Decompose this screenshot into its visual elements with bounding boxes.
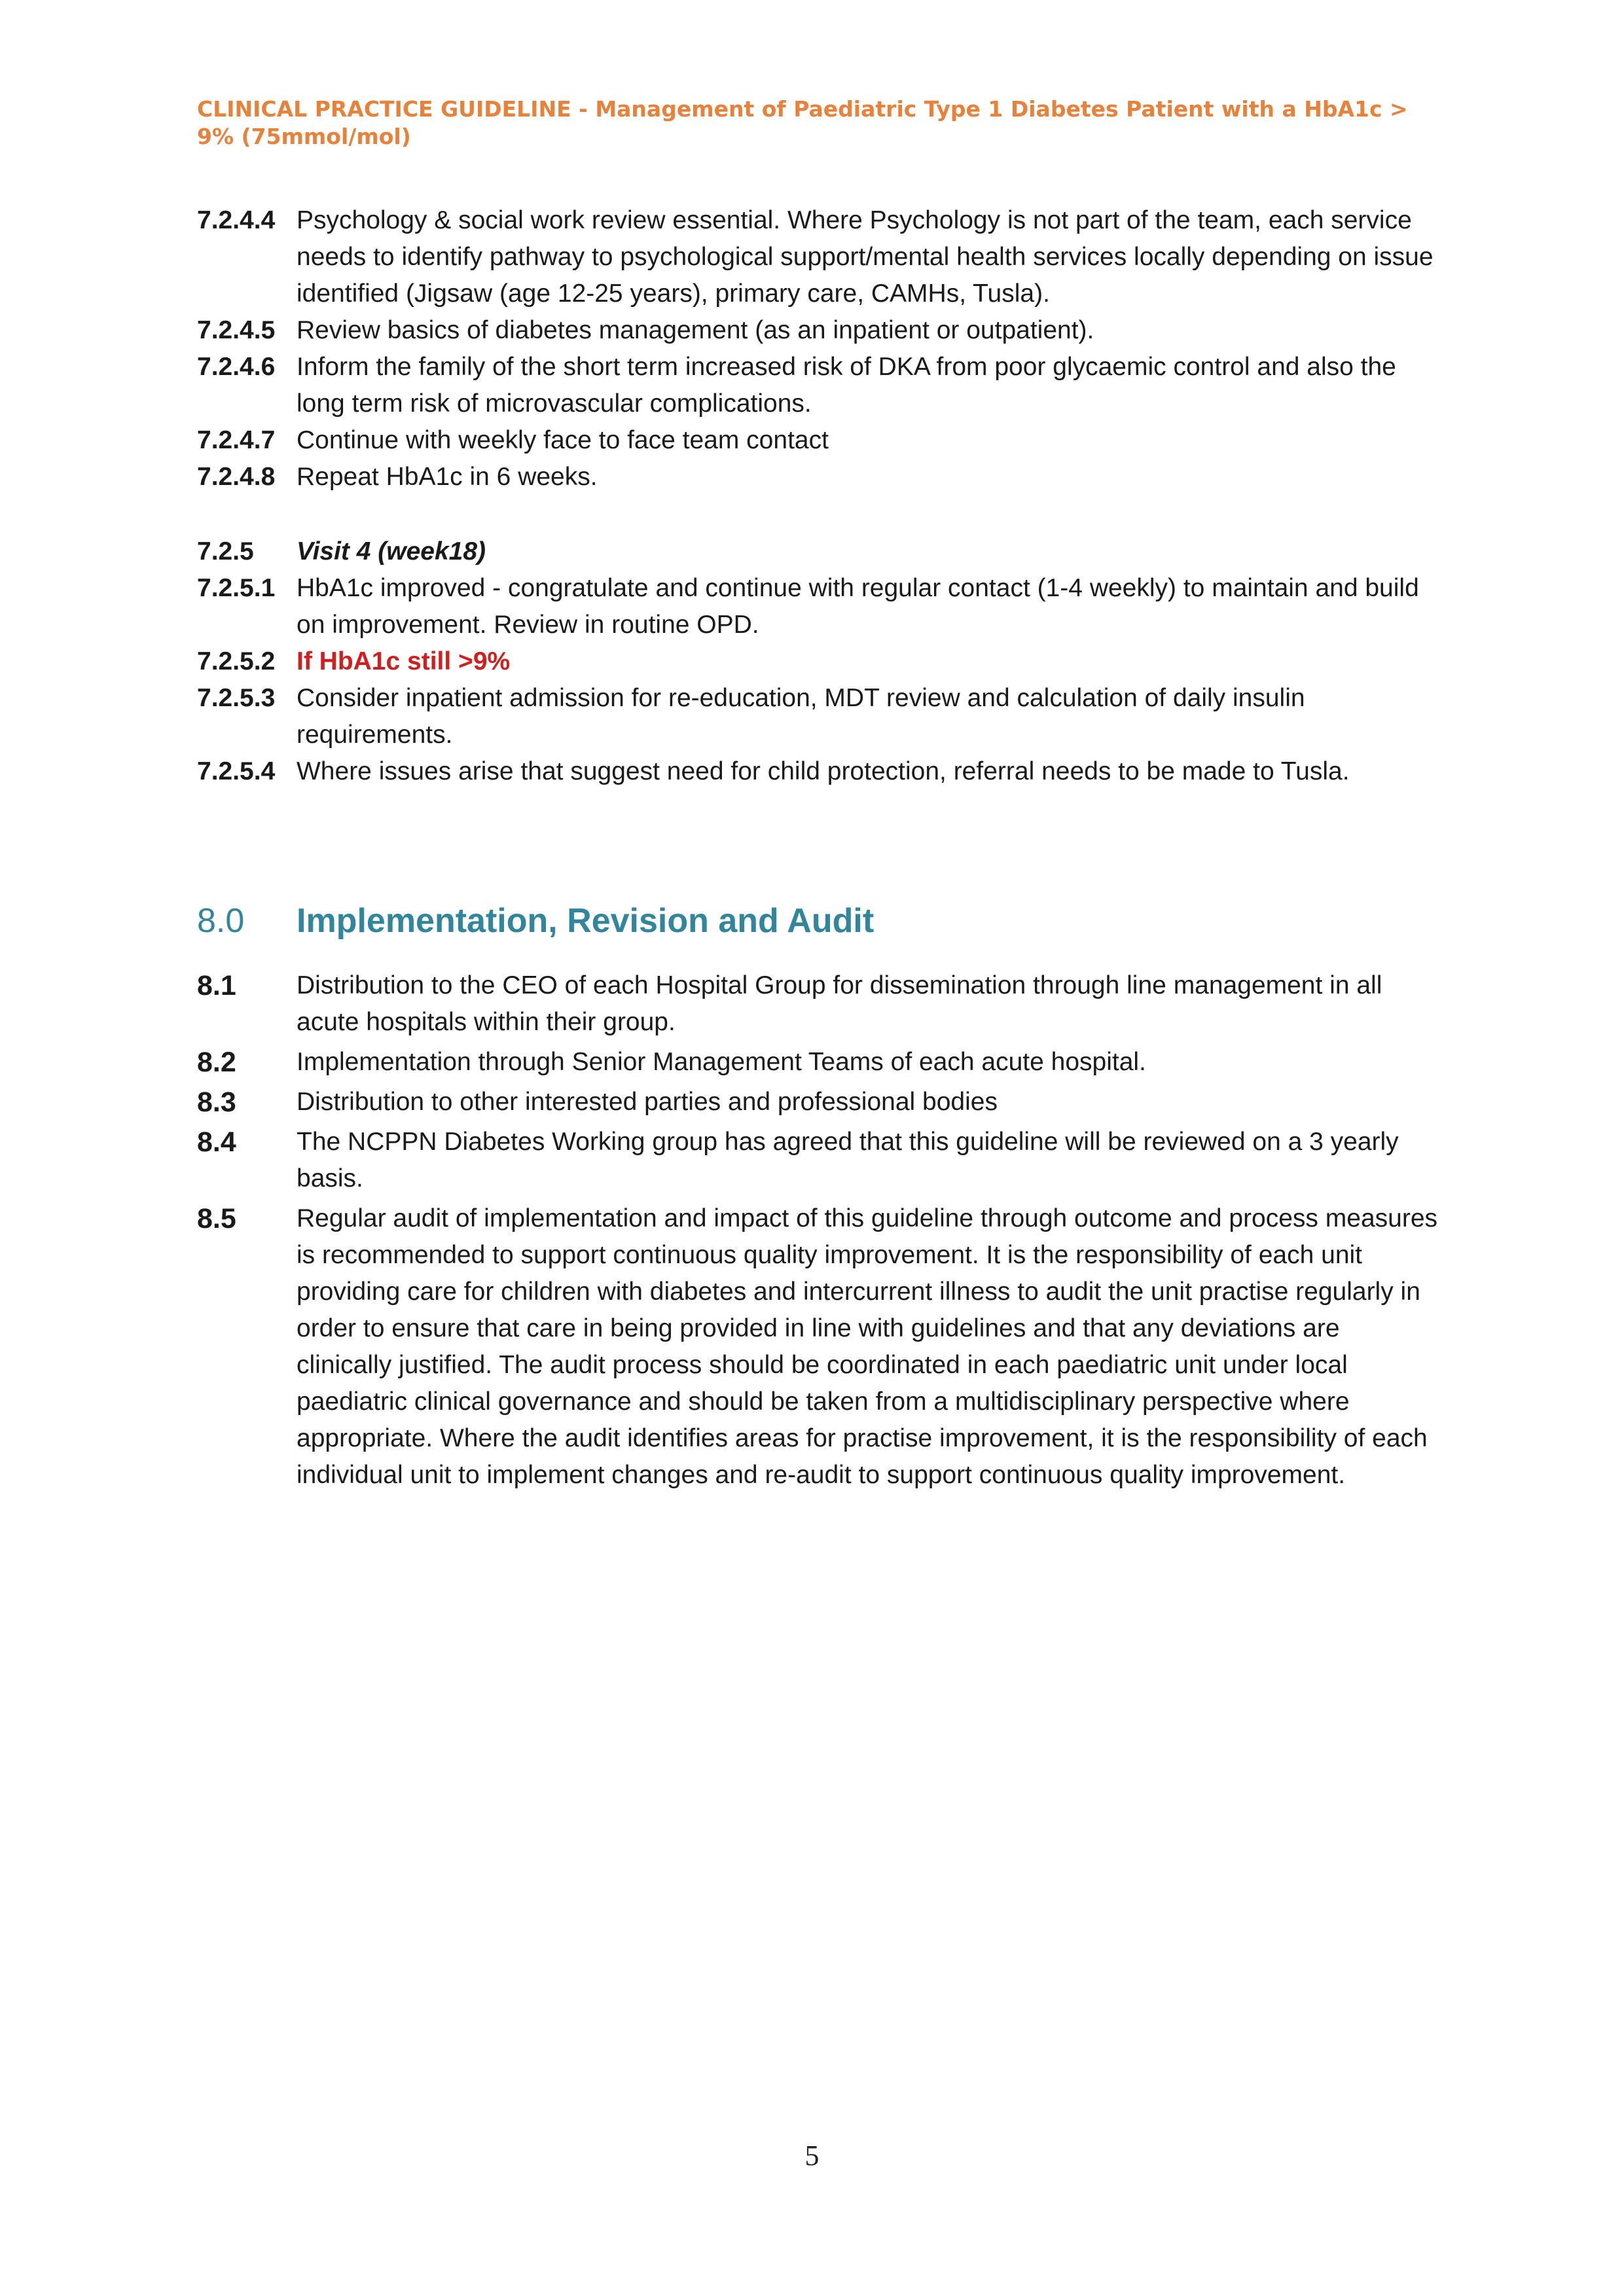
list-item bbox=[197, 570, 1441, 643]
section-number: 8.0 bbox=[197, 902, 245, 940]
list-item bbox=[197, 753, 1441, 790]
item-number: 8.3 bbox=[197, 1086, 236, 1118]
list-item bbox=[197, 1124, 1441, 1197]
list-item bbox=[197, 1044, 1441, 1081]
list-item bbox=[197, 202, 1441, 312]
subsection-title: Visit 4 (week18) bbox=[297, 537, 486, 565]
item-text: Distribution to the CEO of each Hospital Group for dissemination through line management in all acute hospitals within their group. bbox=[297, 971, 1382, 1036]
list-item bbox=[197, 422, 1441, 459]
item-number: 7.2.4.6 bbox=[197, 353, 276, 381]
item-number: 8.4 bbox=[197, 1126, 236, 1158]
page-header: CLINICAL PRACTICE GUIDELINE - Management of Paediatric Type 1 Diabetes Patient with a HbA1c > 9% (75mmol/mol) bbox=[197, 96, 1408, 149]
page-number: 5 bbox=[804, 2140, 820, 2172]
item-number: 8.5 bbox=[197, 1203, 236, 1234]
list-item bbox=[197, 312, 1441, 349]
item-number: 8.1 bbox=[197, 970, 236, 1001]
item-text: Repeat HbA1c in 6 weeks. bbox=[297, 463, 598, 491]
list-item bbox=[197, 1200, 1441, 1494]
list-item bbox=[197, 643, 1441, 680]
item-text-highlighted: If HbA1c still >9% bbox=[297, 647, 511, 675]
subsection-heading bbox=[197, 533, 1441, 570]
subsection-number: 7.2.5 bbox=[197, 537, 254, 565]
section-title: Implementation, Revision and Audit bbox=[297, 902, 875, 940]
item-number: 7.2.5.1 bbox=[197, 574, 276, 602]
item-number: 7.2.5.2 bbox=[197, 647, 276, 675]
item-number: 7.2.4.5 bbox=[197, 316, 276, 344]
list-item bbox=[197, 459, 1441, 495]
section-7-2-4-list bbox=[197, 202, 1441, 495]
item-text: Distribution to other interested parties and professional bodies bbox=[297, 1088, 998, 1116]
item-text: Review basics of diabetes management (as an inpatient or outpatient). bbox=[297, 316, 1094, 344]
section-8-list bbox=[197, 967, 1441, 1497]
item-text: The NCPPN Diabetes Working group has agreed that this guideline will be reviewed on a 3 yearly basis. bbox=[297, 1128, 1399, 1193]
item-text: Continue with weekly face to face team contact bbox=[297, 426, 829, 454]
item-text: Where issues arise that suggest need for child protection, referral needs to be made to Tusla. bbox=[297, 757, 1350, 785]
item-text: Consider inpatient admission for re-education, MDT review and calculation of daily insulin requirements. bbox=[297, 684, 1305, 749]
list-item bbox=[197, 349, 1441, 422]
item-text: HbA1c improved - congratulate and continue with regular contact (1-4 weekly) to maintain and build on improvement. Review in routine OPD. bbox=[297, 574, 1419, 639]
item-number: 7.2.4.7 bbox=[197, 426, 276, 454]
list-item bbox=[197, 680, 1441, 753]
item-number: 7.2.4.8 bbox=[197, 463, 276, 491]
item-text: Implementation through Senior Management Teams of each acute hospital. bbox=[297, 1048, 1146, 1076]
section-7-2-5 bbox=[197, 533, 1441, 790]
item-text: Psychology & social work review essential. Where Psychology is not part of the team, each service needs to identify pathway to psychological support/mental health services locally depending on issue identified (Jigsaw (age 12-25 years), primary care, CAMHs, Tusla). bbox=[297, 206, 1434, 308]
item-text: Regular audit of implementation and impact of this guideline through outcome and process measures is recommended to support continuous quality improvement. It is the responsibility of each unit providing care for children with diabetes and intercurrent illness to audit the unit practise regularly in order to ensure that care in being provided in line with guidelines and that any deviations are clinically justified. The audit process should be coordinated in each paediatric unit under local paediatric clinical governance and should be taken from a multidisciplinary perspective where appropriate. Where the audit identifies areas for practise improvement, it is the responsibility of each individual unit to implement changes and re-audit to support continuous quality improvement. bbox=[297, 1204, 1438, 1489]
list-item bbox=[197, 967, 1441, 1041]
list-item bbox=[197, 1084, 1441, 1121]
item-number: 7.2.4.4 bbox=[197, 206, 276, 234]
item-text: Inform the family of the short term increased risk of DKA from poor glycaemic control and also the long term risk of microvascular complications. bbox=[297, 353, 1396, 418]
section-heading bbox=[197, 898, 1441, 944]
item-number: 7.2.5.3 bbox=[197, 684, 276, 712]
item-number: 8.2 bbox=[197, 1047, 236, 1078]
item-number: 7.2.5.4 bbox=[197, 757, 276, 785]
